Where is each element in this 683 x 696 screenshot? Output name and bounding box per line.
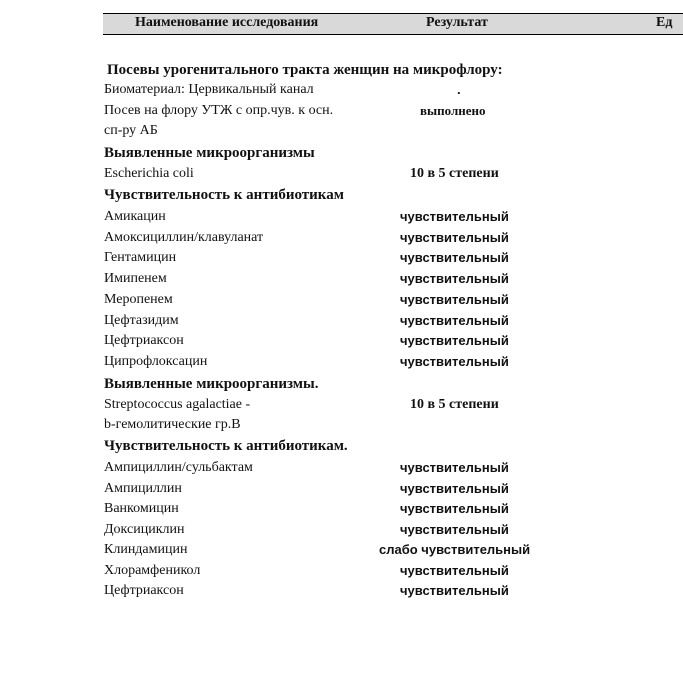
antibiotic-name: Ампициллин bbox=[104, 481, 182, 496]
antibiotic-result: чувствительный bbox=[400, 481, 509, 496]
table-row bbox=[0, 248, 670, 268]
table-row bbox=[0, 561, 670, 581]
antibiotic-result: чувствительный bbox=[400, 250, 509, 265]
results-table-header bbox=[103, 13, 683, 35]
biomaterial-value: . bbox=[457, 82, 461, 97]
antibiotic-result: чувствительный bbox=[400, 563, 509, 578]
test-value: выполнено bbox=[420, 103, 486, 118]
antibiotic-name: Гентамицин bbox=[104, 250, 177, 265]
table-row bbox=[0, 520, 670, 540]
antibiotic-name: Ванкомицин bbox=[104, 501, 179, 516]
antibiotic-name: Цефтазидим bbox=[104, 313, 179, 328]
org2-heading-row bbox=[0, 374, 670, 394]
test-row-cont bbox=[0, 121, 670, 141]
table-row bbox=[0, 352, 670, 372]
section-title bbox=[0, 60, 670, 80]
test-label-line1: Посев на флору УТЖ с опр.чув. к осн. bbox=[104, 103, 334, 118]
org1-sens-heading: Чувствительность к антибиотикам bbox=[104, 187, 344, 203]
org1-heading-row bbox=[0, 143, 670, 163]
table-row bbox=[0, 540, 670, 560]
antibiotic-name: Клиндамицин bbox=[104, 542, 188, 557]
test-row bbox=[0, 101, 670, 121]
org2-row bbox=[0, 395, 670, 415]
org1-name: Escherichia coli bbox=[104, 166, 194, 181]
section-title-text: Посевы урогенитального тракта женщин на микрофлору: bbox=[107, 62, 503, 78]
antibiotic-result: чувствительный bbox=[400, 313, 509, 328]
antibiotic-result: чувствительный bbox=[400, 501, 509, 516]
org1-concentration: 10 в 5 степени bbox=[410, 166, 499, 181]
table-row bbox=[0, 479, 670, 499]
org1-heading: Выявленные микроорганизмы bbox=[104, 145, 315, 161]
antibiotic-name: Ампициллин/сульбактам bbox=[104, 460, 253, 475]
header-test-name: Наименование исследования bbox=[135, 15, 319, 30]
table-row bbox=[0, 458, 670, 478]
header-result: Результат bbox=[426, 15, 488, 30]
antibiotic-name: Меропенем bbox=[104, 292, 173, 307]
antibiotic-name: Доксициклин bbox=[104, 522, 185, 537]
table-row bbox=[0, 499, 670, 519]
antibiotic-name: Цефтриаксон bbox=[104, 333, 184, 348]
antibiotic-name: Хлорамфеникол bbox=[104, 563, 201, 578]
antibiotic-result: чувствительный bbox=[400, 292, 509, 307]
antibiotic-result: чувствительный bbox=[400, 209, 509, 224]
antibiotic-result: чувствительный bbox=[400, 354, 509, 369]
table-row bbox=[0, 269, 670, 289]
antibiotic-result: чувствительный bbox=[400, 230, 509, 245]
biomaterial-row bbox=[0, 80, 670, 100]
antibiotic-result: чувствительный bbox=[400, 522, 509, 537]
antibiotic-result: чувствительный bbox=[400, 333, 509, 348]
table-row bbox=[0, 311, 670, 331]
antibiotic-name: Амоксициллин/клавуланат bbox=[104, 230, 264, 245]
org1-row bbox=[0, 164, 670, 184]
test-label-line2: сп-ру АБ bbox=[104, 123, 158, 138]
antibiotic-result: слабо чувствительный bbox=[379, 542, 531, 557]
table-row bbox=[0, 581, 670, 601]
table-row bbox=[0, 331, 670, 351]
antibiotic-result: чувствительный bbox=[400, 271, 509, 286]
table-row bbox=[0, 290, 670, 310]
org2-sens-heading-row bbox=[0, 436, 670, 456]
antibiotic-name: Амикацин bbox=[104, 209, 166, 224]
org2-row-cont bbox=[0, 415, 670, 435]
biomaterial-label: Биоматериал: Цервикальный канал bbox=[104, 82, 314, 97]
org2-sens-heading: Чувствительность к антибиотикам. bbox=[104, 438, 348, 454]
org2-concentration: 10 в 5 степени bbox=[410, 397, 499, 412]
org2-heading: Выявленные микроорганизмы. bbox=[104, 376, 319, 392]
antibiotic-result: чувствительный bbox=[400, 460, 509, 475]
org2-name-line1: Streptococcus agalactiae - bbox=[104, 397, 251, 412]
antibiotic-name: Ципрофлоксацин bbox=[104, 354, 208, 369]
org1-sens-heading-row bbox=[0, 185, 670, 205]
antibiotic-name: Имипенем bbox=[104, 271, 167, 286]
table-row bbox=[0, 228, 670, 248]
table-row bbox=[0, 207, 670, 227]
antibiotic-name: Цефтриаксон bbox=[104, 583, 184, 598]
org2-name-line2: b-гемолитические гр.В bbox=[104, 417, 241, 432]
header-unit: Ед bbox=[656, 15, 673, 30]
antibiotic-result: чувствительный bbox=[400, 583, 509, 598]
